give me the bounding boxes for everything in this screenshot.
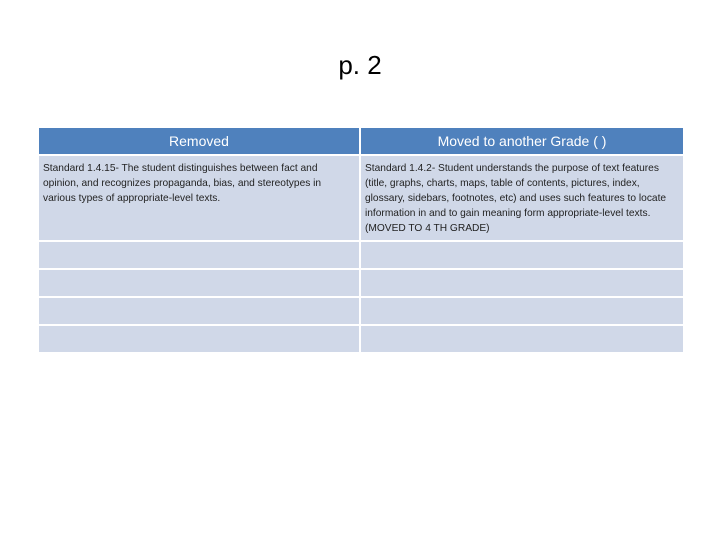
table-cell <box>38 297 360 325</box>
cell-text-moved: Standard 1.4.2- Student understands the purpose of text features (title, graphs, charts, maps, table of contents, pictures, index, glossary, sidebars, footnotes, etc) and uses such features to locate information in and to gain meaning form appropriate-level texts. (MOVED TO 4 TH GRADE) <box>365 163 667 234</box>
table-cell <box>360 297 684 325</box>
standards-table <box>37 126 685 354</box>
table-cell <box>360 325 684 353</box>
table-cell <box>38 241 360 269</box>
table-cell <box>360 269 684 297</box>
table-row <box>38 297 684 325</box>
table-cell <box>38 155 360 241</box>
table-row <box>38 325 684 353</box>
header-moved: Moved to another Grade ( ) <box>360 127 684 155</box>
table-header-row <box>38 127 684 155</box>
table-row <box>38 269 684 297</box>
cell-text-removed: Standard 1.4.15- The student distinguishes between fact and opinion, and recognizes propaganda, bias, and stereotypes in various types of appropriate-level texts. <box>43 163 322 204</box>
table-cell <box>360 241 684 269</box>
table-row <box>38 241 684 269</box>
header-removed: Removed <box>38 127 360 155</box>
table-cell <box>360 155 684 241</box>
table-row <box>38 155 684 241</box>
table-cell <box>38 269 360 297</box>
table-cell <box>38 325 360 353</box>
page-title: p. 2 <box>338 50 382 80</box>
